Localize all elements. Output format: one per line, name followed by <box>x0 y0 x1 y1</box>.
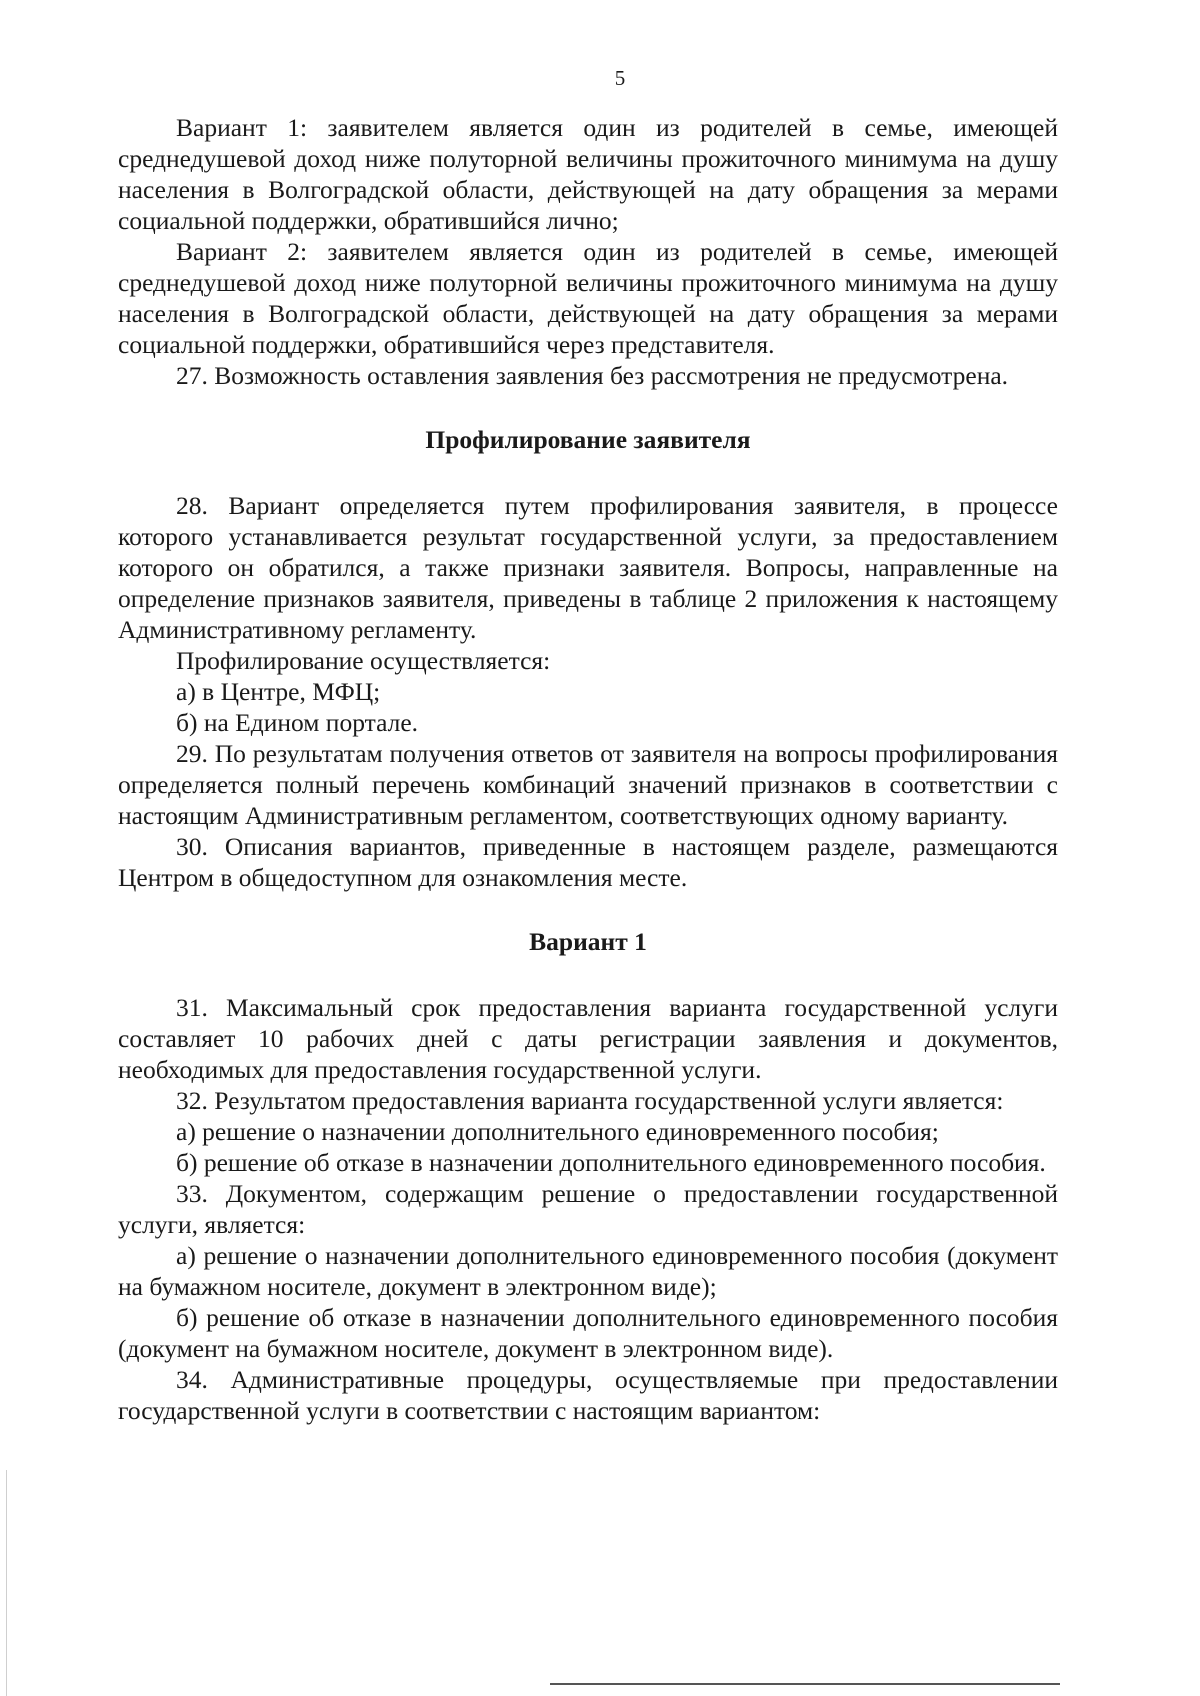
list-item-33-b: б) решение об отказе в назначении дополнительного единовременного пособия (документ на бумажном носителе, документ в электронном виде). <box>118 1303 1058 1363</box>
list-item-a-center: а) в Центре, МФЦ; <box>176 677 381 706</box>
paragraph-28: 28. Вариант определяется путем профилирования заявителя, в процессе которого устанавливается результат государственной услуги, за предоставлением которого он обратился, а также признаки заявителя. Вопросы, направленные на определение признаков заявителя, приведены в таблице 2 приложения к настоящему Административному регламенту. <box>118 491 1058 644</box>
document-body <box>118 112 1058 1426</box>
paragraph-29: 29. По результатам получения ответов от заявителя на вопросы профилирования определяется полный перечень комбинаций значений признаков в соответствии с настоящим Административным регламентом, соответствующих одному варианту. <box>118 739 1058 830</box>
heading-applicant-profiling: Профилирование заявителя <box>425 425 751 454</box>
paragraph-profiling-intro: Профилирование осуществляется: <box>176 646 551 675</box>
list-item-32-a: а) решение о назначении дополнительного единовременного пособия; <box>176 1117 939 1146</box>
paragraph-34: 34. Административные процедуры, осуществляемые при предоставлении государственной услуги в соответствии с настоящим вариантом: <box>118 1365 1058 1425</box>
paragraph-32: 32. Результатом предоставления варианта государственной услуги является: <box>176 1086 1004 1115</box>
paragraph-variant-1: Вариант 1: заявителем является один из родителей в семье, имеющей среднедушевой доход ниже полуторной величины прожиточного минимума на душу населения в Волгоградской области, действующей на дату обращения за мерами социальной поддержки, обратившийся лично; <box>118 113 1058 235</box>
list-item-b-portal: б) на Едином портале. <box>176 708 419 737</box>
paragraph-variant-2: Вариант 2: заявителем является один из родителей в семье, имеющей среднедушевой доход ниже полуторной величины прожиточного минимума на душу населения в Волгоградской области, действующей на дату обращения за мерами социальной поддержки, обратившийся через представителя. <box>118 237 1058 359</box>
list-item-32-b: б) решение об отказе в назначении дополнительного единовременного пособия. <box>176 1148 1046 1177</box>
list-item-33-a: а) решение о назначении дополнительного единовременного пособия (документ на бумажном носителе, документ в электронном виде); <box>118 1241 1058 1301</box>
page-number: 5 <box>614 66 626 90</box>
scan-bottom-line <box>550 1683 1060 1685</box>
paragraph-30: 30. Описания вариантов, приведенные в настоящем разделе, размещаются Центром в общедоступном для ознакомления месте. <box>118 832 1058 892</box>
scan-edge-line <box>6 1470 7 1696</box>
paragraph-33: 33. Документом, содержащим решение о предоставлении государственной услуги, является: <box>118 1179 1058 1239</box>
heading-variant-1: Вариант 1 <box>529 927 647 956</box>
paragraph-31: 31. Максимальный срок предоставления варианта государственной услуги составляет 10 рабочих дней с даты регистрации заявления и документов, необходимых для предоставления государственной услуги. <box>118 993 1058 1084</box>
paragraph-27: 27. Возможность оставления заявления без рассмотрения не предусмотрена. <box>176 361 1009 390</box>
